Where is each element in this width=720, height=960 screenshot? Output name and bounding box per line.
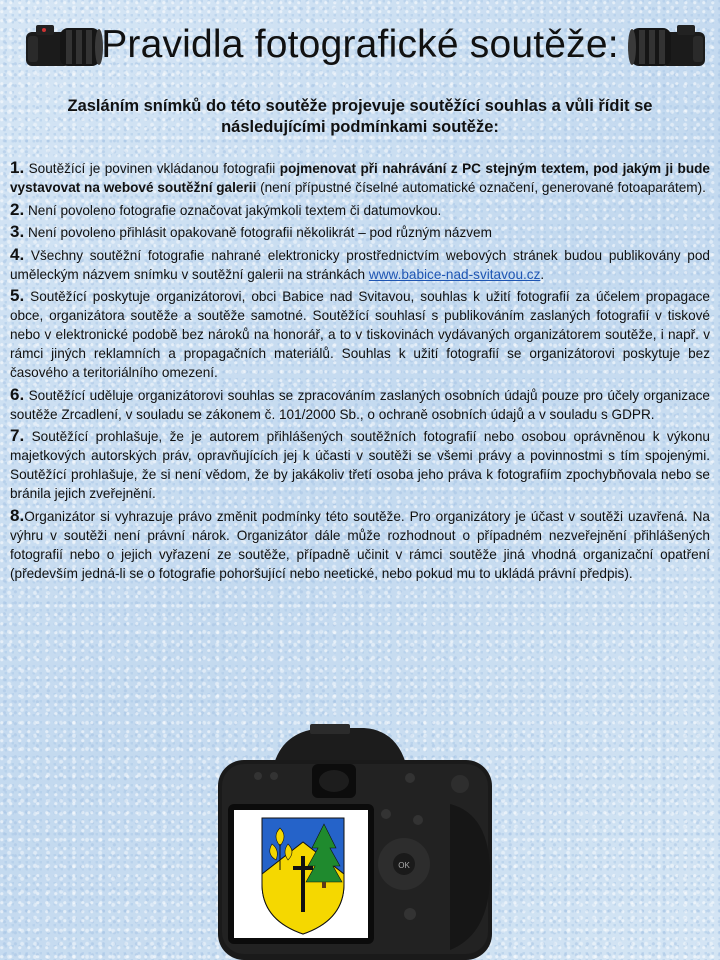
rule-5: [10, 286, 710, 382]
rule-emphasis: pojmenovat při nahrávání z PC stejným textem, pod jakým ji bude vystavovat na webové soutěžní galerii: [10, 161, 710, 195]
svg-text:OK: OK: [398, 861, 410, 870]
rule-2: [10, 200, 710, 220]
rule-1: [10, 158, 710, 197]
rule-text: (není přípustné číselné automatické označení, generované fotoaparátem).: [256, 180, 706, 195]
rule-text: Soutěžící uděluje organizátorovi souhlas se zpracováním zaslaných osobních údajů pouze pro účely organizace soutěže Zrcadlení, v souladu se zákonem č. 101/2000 Sb., o ochraně osobních údajů a v souladu s GDPR.: [10, 387, 710, 422]
rule-number: 7.: [10, 426, 25, 445]
rule-8: [10, 506, 710, 583]
rule-text: Soutěžící je povinen vkládanou fotografii: [24, 161, 280, 176]
rule-number: 6.: [10, 384, 25, 404]
camera-coat-of-arms-image: [214, 724, 496, 960]
rule-number: 1.: [10, 158, 25, 177]
rule-text: Organizátor si vyhrazuje právo změnit podmínky této soutěže. Pro organizátory je účast v soutěži uzavřená. Na výhru v soutěži není právní nárok. Organizátor dále může rozhodnout o případném nezveřejnění přihlášených fotografií nebo o jejich vyřazení ze soutěže, případně učinit v rámci soutěže jiná vhodná organizační opatření (především jedná-li se o fotografie pohoršující nebo neetické, nebo pokud mu to ukládá právní předpis).: [10, 508, 710, 581]
camera-icon-right: [627, 16, 709, 74]
rule-4: [10, 245, 710, 284]
rule-7: [10, 426, 710, 503]
rule-text: .: [540, 266, 545, 282]
intro-text: Zasláním snímků do této soutěže projevuje soutěžící souhlas a vůli řídit se následujícími podmínkami soutěže:: [67, 97, 653, 136]
rule-text: Není povoleno fotografie označovat jakýmkoli textem či datumovkou.: [24, 202, 442, 218]
rule-6: [10, 385, 710, 424]
rule-number: 5.: [10, 286, 25, 305]
rule-number: 8.: [10, 505, 25, 525]
rule-3: [10, 222, 710, 242]
rule-text: Není povoleno přihlásit opakovaně fotografii několikrát – pod různým názvem: [24, 225, 492, 240]
rule-text: Soutěžící prohlašuje, že je autorem přihlášených soutěžních fotografií nebo osobou oprávněnou k výkonu majetkových autorských práv, opravňujících jej k účasti v soutěži se všemi právy a povinnostmi s tím spojenými. Soutěžící prohlašuje, že si není vědom, že by jakákoliv třetí osoba jeho práva k fotografiím zpochybňovala nebo se bránila jejich zveřejnění.: [10, 429, 710, 501]
page-title: Pravidla fotografické soutěže:: [101, 23, 619, 66]
rule-number: 3.: [10, 222, 25, 241]
rule-text: Soutěžící poskytuje organizátorovi, obci Babice nad Svitavou, souhlas k užití fotografií za účelem propagace obce, organizátora soutěže a soutěže samotné. Soutěžící souhlasí s publikováním zaslaných fotografií v tiskové nebo v elektronické podobě bez nároků na honorář, a to v tiskovinách vydávaných organizátorem soutěže, i např. v rámci jiných reklamních a propagačních materiálů. Souhlas k užití fotografií se organizátorovi poskytuje bez časového a teritoriálního omezení.: [10, 289, 710, 380]
rule-number: 2.: [10, 199, 25, 219]
rule-number: 4.: [10, 244, 25, 264]
rule-text: Všechny soutěžní fotografie nahrané elektronicky prostřednictvím webových stránek budou publikovány pod uměleckým názvem snímku v soutěžní galerii na stránkách: [10, 247, 710, 282]
rules-list: [10, 158, 710, 585]
website-link[interactable]: www.babice-nad-svitavou.cz: [368, 266, 541, 282]
